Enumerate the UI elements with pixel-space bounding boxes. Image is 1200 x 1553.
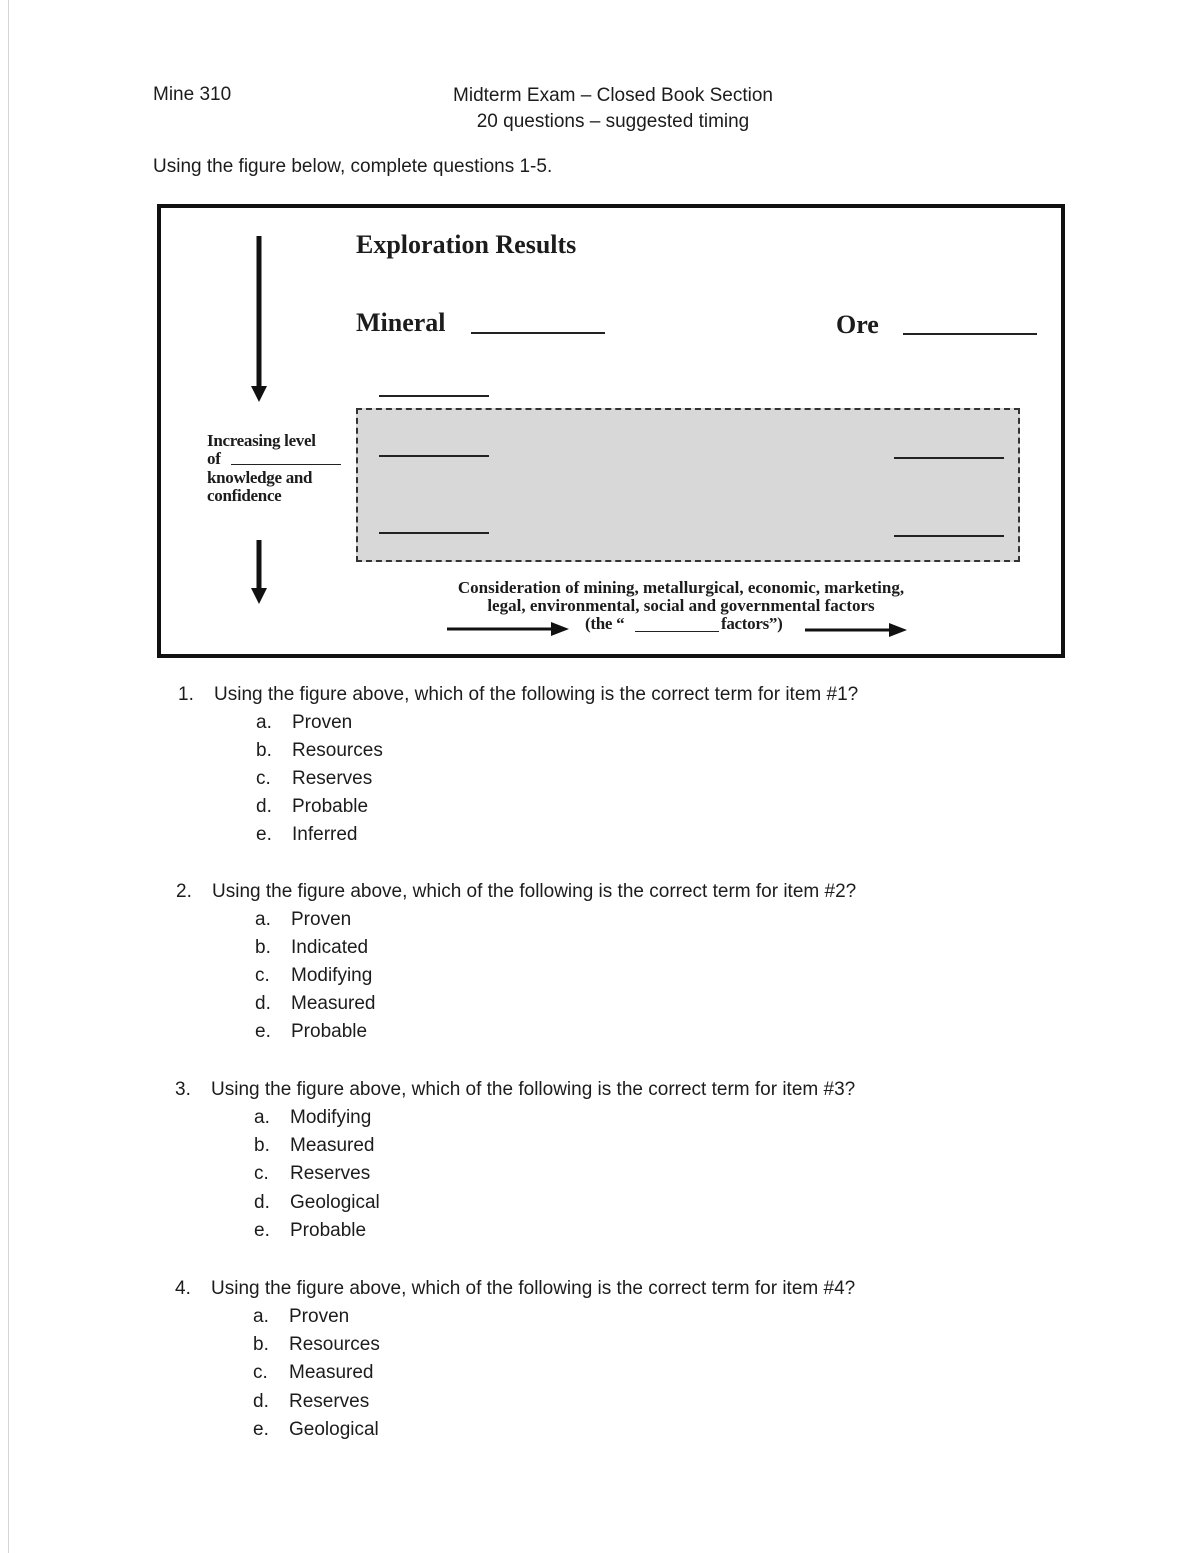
- option-text[interactable]: Resources: [289, 1334, 380, 1355]
- option-letter: a.: [253, 1306, 269, 1327]
- side-label-blank: [231, 464, 341, 465]
- factors-line-3-suffix: factors”): [721, 614, 783, 633]
- side-label-line-3: knowledge and: [207, 468, 313, 487]
- question-text: Using the figure above, which of the following is the correct term for item #2?: [212, 881, 857, 902]
- option-text[interactable]: Resources: [292, 740, 383, 761]
- factors-line-1: Consideration of mining, metallurgical, economic, marketing,: [457, 578, 905, 597]
- option-text[interactable]: Proven: [291, 909, 352, 930]
- option-text[interactable]: Probable: [290, 1220, 367, 1241]
- option-text[interactable]: Geological: [289, 1419, 379, 1440]
- factors-line-2: legal, environmental, social and governmental factors: [487, 596, 875, 615]
- option-letter: d.: [254, 1192, 270, 1213]
- question-text: Using the figure above, which of the following is the correct term for item #1?: [214, 684, 859, 705]
- side-label-line-2: of: [207, 449, 221, 468]
- option-letter: d.: [253, 1391, 269, 1412]
- option-text[interactable]: Geological: [290, 1192, 380, 1213]
- option-text[interactable]: Measured: [291, 993, 376, 1014]
- factors-blank: [635, 631, 719, 632]
- option-letter: c.: [254, 1163, 269, 1184]
- option-letter: e.: [254, 1220, 270, 1241]
- option-text[interactable]: Modifying: [291, 965, 373, 986]
- bottom-down-arrow-head: [251, 588, 267, 604]
- figure-title: Exploration Results: [356, 230, 577, 259]
- option-text[interactable]: Probable: [292, 796, 369, 817]
- option-text[interactable]: Measured: [289, 1362, 374, 1383]
- option-text[interactable]: Reserves: [289, 1391, 370, 1412]
- option-letter: d.: [255, 993, 271, 1014]
- item-blank-right-upper: [894, 457, 1004, 459]
- option-text[interactable]: Inferred: [292, 824, 358, 845]
- factor-arrow-right-head: [889, 623, 907, 637]
- option-letter: b.: [254, 1135, 270, 1156]
- item-blank-left-lower: [379, 532, 489, 534]
- side-label-line-4: confidence: [207, 486, 282, 505]
- option-letter: e.: [253, 1419, 269, 1440]
- option-text[interactable]: Indicated: [291, 937, 369, 958]
- course-code: Mine 310: [153, 84, 232, 105]
- question-number: 4.: [175, 1278, 191, 1299]
- question-number: 1.: [178, 684, 194, 705]
- factor-arrow-left-head: [551, 622, 569, 636]
- option-letter: e.: [256, 824, 272, 845]
- option-letter: b.: [256, 740, 272, 761]
- option-text[interactable]: Modifying: [290, 1107, 372, 1128]
- item-blank-top: [379, 395, 489, 397]
- option-letter: d.: [256, 796, 272, 817]
- option-letter: a.: [255, 909, 271, 930]
- option-text[interactable]: Reserves: [290, 1163, 371, 1184]
- question-number: 2.: [176, 881, 192, 902]
- option-letter: c.: [256, 768, 271, 789]
- option-text[interactable]: Measured: [290, 1135, 375, 1156]
- option-letter: c.: [253, 1362, 268, 1383]
- side-label-line-1: Increasing level: [207, 431, 316, 450]
- ore-label: Ore: [836, 310, 879, 339]
- option-letter: b.: [253, 1334, 269, 1355]
- question-text: Using the figure above, which of the following is the correct term for item #4?: [211, 1278, 856, 1299]
- exam-title: Midterm Exam – Closed Book Section: [453, 85, 773, 106]
- item-blank-left-upper: [379, 455, 489, 457]
- ore-blank: [903, 333, 1037, 335]
- option-letter: c.: [255, 965, 270, 986]
- option-letter: a.: [254, 1107, 270, 1128]
- question-text: Using the figure above, which of the following is the correct term for item #3?: [211, 1079, 856, 1100]
- option-text[interactable]: Probable: [291, 1021, 368, 1042]
- exploration-figure: [157, 204, 1065, 658]
- option-text[interactable]: Proven: [292, 712, 353, 733]
- option-text[interactable]: Proven: [289, 1306, 350, 1327]
- mineral-label: Mineral: [356, 308, 446, 337]
- exam-subtitle: 20 questions – suggested timing: [476, 111, 750, 132]
- reserves-resources-zone: [356, 408, 1020, 562]
- question-number: 3.: [175, 1079, 191, 1100]
- option-text[interactable]: Reserves: [292, 768, 373, 789]
- option-letter: a.: [256, 712, 272, 733]
- option-letter: b.: [255, 937, 271, 958]
- mineral-blank: [471, 332, 605, 334]
- figure-instructions: Using the figure below, complete questions 1-5.: [153, 156, 553, 177]
- item-blank-right-lower: [894, 535, 1004, 537]
- top-down-arrow-head: [251, 386, 267, 402]
- factors-line-3-prefix: (the “: [585, 614, 625, 633]
- option-letter: e.: [255, 1021, 271, 1042]
- scan-edge: [8, 0, 9, 1553]
